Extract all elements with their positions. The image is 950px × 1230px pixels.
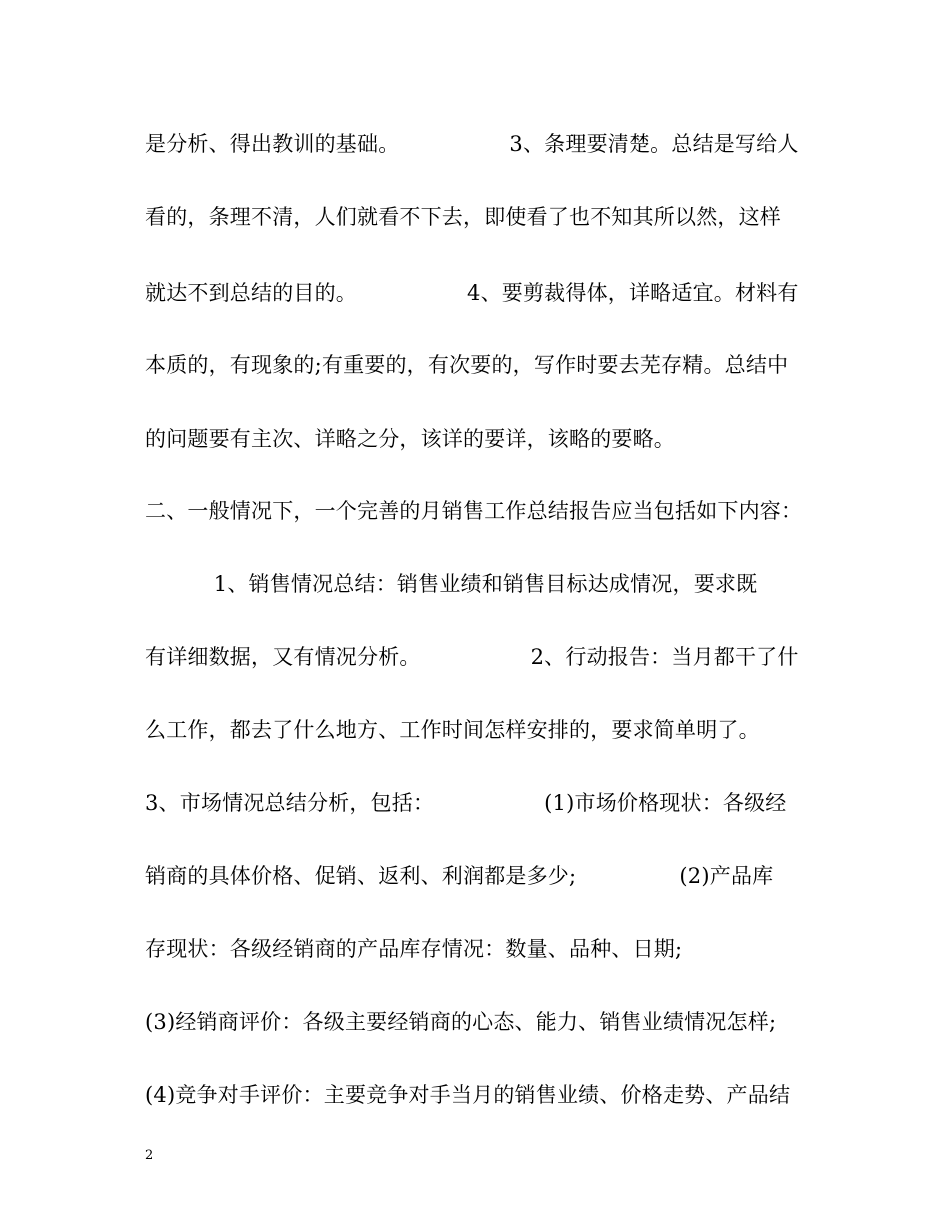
text-line-9: 么工作，都去了什么地方、工作时间怎样安排的，要求简单明了。 [145,718,760,742]
text-line-4: 本质的，有现象的;有重要的，有次要的，写作时要去芜存精。总结中 [145,353,789,377]
text-line-12: 存现状：各级经销商的产品库存情况：数量、品种、日期; [145,937,683,961]
text-line-3: 就达不到总结的目的。 4、要剪裁得体，详略适宜。材料有 [145,281,799,305]
text-line-2: 看的，条理不清，人们就看不下去，即使看了也不知其所以然，这样 [145,205,781,229]
text-line-13: (3)经销商评价：各级主要经销商的心态、能力、销售业绩情况怎样; [145,1010,777,1034]
text-line-6: 二、一般情况下，一个完善的月销售工作总结报告应当包括如下内容： [145,499,803,523]
text-line-11: 销商的具体价格、促销、返利、利润都是多少; (2)产品库 [145,864,774,888]
text-line-14: (4)竞争对手评价：主要竞争对手当月的销售业绩、价格走势、产品结 [145,1083,791,1107]
page-number: 2 [145,1148,154,1163]
text-line-7: 1、销售情况总结：销售业绩和销售目标达成情况，要求既 [145,572,758,596]
text-line-8: 有详细数据，又有情况分析。 2、行动报告：当月都干了什 [145,645,799,669]
text-line-5: 的问题要有主次、详略之分，该详的要详，该略的要略。 [145,427,675,451]
text-line-1: 是分析、得出教训的基础。 3、条理要清楚。总结是写给人 [145,132,799,156]
text-line-10: 3、市场情况总结分析，包括： (1)市场价格现状：各级经 [145,791,787,815]
